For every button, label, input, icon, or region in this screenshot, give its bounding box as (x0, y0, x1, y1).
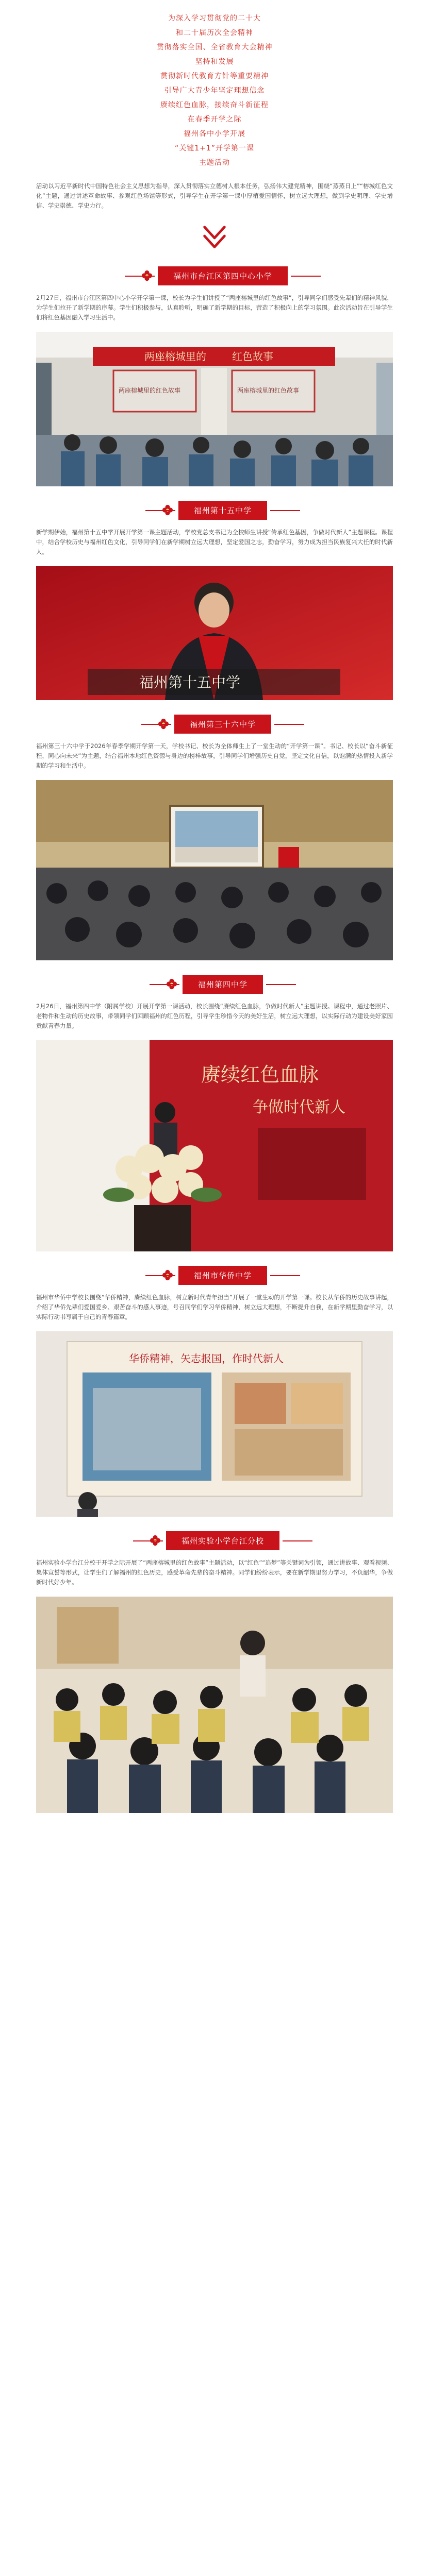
intro-line: 在春季开学之际 (187, 115, 242, 124)
section-banner (0, 265, 429, 286)
section-paragraph: 福州实验小学台江分校于开学之际开展了“两座榕城里的红色故事”主题活动，以“红色”“追梦”等关键词为引领，通过讲故事、观看视频、集体宣誓等形式，让学生们了解福州的红色历史，感受革命先辈的奋斗精神。同学们纷纷表示，要在新学期里努力学习，不负韶华，争做新时代好少年。 (36, 1559, 393, 1586)
school-backdrop: 福州第十五中学 (139, 674, 241, 691)
intro-line: 贯彻新时代教育方针等重要精神 (160, 72, 269, 80)
section-paragraph: 福州市华侨中学校长围绕“华侨精神，赓续红色血脉，树立新时代青年担当”开展了一堂生动的开学第一课。校长从华侨的历史故事讲起，介绍了华侨先辈们爱国爱乡、艰苦奋斗的感人事迹，号召同学们学习华侨精神，树立远大理想，不断提升自我，在新学期里勤奋学习，以实际行动书写属于自己的青春篇章。 (36, 1294, 393, 1320)
students-photo (36, 1597, 393, 1813)
intro-line: 主题活动 (199, 159, 230, 167)
section-title: 福州第四中学 (183, 975, 263, 994)
section-title: 福州第三十六中学 (174, 715, 271, 734)
photo-podium (36, 1040, 393, 1251)
section-banner (0, 1265, 429, 1285)
screen-title-left: 两座榕城里的红色故事 (119, 387, 181, 394)
section-title: 福州市华侨中学 (178, 1266, 267, 1285)
section-banner (0, 500, 429, 520)
section-title: 福州实验小学台江分校 (166, 1531, 279, 1550)
section-title: 福州市台江区第四中心小学 (158, 266, 288, 285)
photo-lecture (36, 1331, 393, 1517)
intro-line: 赓续红色血脉，接续奋斗新征程 (160, 101, 269, 109)
screen-title-right: 两座榕城里的红色故事 (237, 387, 300, 394)
lecture-photo (36, 1331, 393, 1517)
chevron-down-icon (200, 222, 229, 252)
podium-subtitle: 争做时代新人 (253, 1098, 345, 1116)
classroom-banner-2: 红色故事 (232, 350, 273, 363)
section-title: 福州第十五中学 (178, 501, 267, 520)
lecture-slide-title: 华侨精神，矢志报国，作时代新人 (129, 1352, 284, 1365)
intro-line: 引导广大青少年坚定理想信念 (164, 87, 265, 95)
hall-photo (36, 780, 393, 960)
intro-line: 福州各中小学开展 (184, 130, 245, 138)
section-banner (0, 1530, 429, 1551)
intro-line: 贯彻落实全国、全省教育大会精神 (156, 43, 273, 52)
photo-classroom (36, 332, 393, 486)
photo-hall (36, 780, 393, 960)
podium-photo (36, 1040, 393, 1251)
intro-line: 和二十届历次全会精神 (176, 29, 253, 37)
section-paragraph: 新学期伊始，福州第十五中学开展开学第一课主题活动，学校党总支书记为全校师生讲授“传承红色基因，争做时代新人”主题课程。课程中，结合学校历史与福州红色文化，引导同学们在新学期树立远大理想，坚定爱国之志，勤奋学习，努力成为担当民族复兴大任的时代新人。 (36, 529, 393, 555)
classroom-banner-1: 两座榕城里的 (144, 350, 206, 363)
photo-students (36, 1597, 393, 1813)
photo-speaker (36, 566, 393, 700)
classroom-photo (36, 332, 393, 486)
section-banner (0, 714, 429, 734)
intro-line: 为深入学习贯彻党的二十大 (168, 14, 261, 23)
intro-block (0, 0, 429, 170)
intro-line: “关键1+1”开学第一课 (174, 144, 255, 152)
section-paragraph: 2月26日，福州第四中学（附属学校）开展开学第一课活动，校长围绕“赓续红色血脉，争做时代新人”主题讲授。课程中，通过老照片、老物件和生动的历史故事，带领同学们回顾福州的红色历程，引导学生珍惜今天的美好生活，树立远大理想，以实际行动为建设美好家园贡献青春力量。 (36, 1003, 393, 1029)
section-banner (0, 974, 429, 994)
speaker-photo (36, 566, 393, 700)
section-paragraph: 2月27日，福州市台江区第四中心小学开学第一课，校长为学生们讲授了“两座榕城里的红色故事”，引导同学们感受先辈们的精神风貌，为学生们拉开了新学期的序幕。学生们积极参与，认真聆听，明确了新学期的目标，营造了积极向上的学习氛围。此次活动旨在引导学生们将红色基因融入学习生活中。 (36, 294, 393, 321)
podium-title: 赓续红色血脉 (201, 1063, 319, 1086)
intro-line: 坚持和发展 (195, 58, 234, 66)
section-paragraph: 福州第三十六中学于2026年春季学期开学第一天，学校书记、校长为全体师生上了一堂生动的“开学第一课”。书记、校长以“奋斗新征程，同心向未来”为主题，结合福州本地红色资源与身边的榜样故事，引导同学们增强历史自觉，坚定文化自信，以饱满的热情投入新学期的学习和生活中。 (36, 742, 393, 769)
lead-paragraph: 活动以习近平新时代中国特色社会主义思想为指导，深入贯彻落实立德树人根本任务，弘扬伟大建党精神，围绕“蒸蒸日上”“榕城红色文化”主题，通过讲述革命故事、参观红色场馆等形式，引导学生在开学第一课中厚植爱国情怀，树立远大理想，做到学史明理、学史增信、学史崇德、学史力行。 (36, 182, 393, 209)
